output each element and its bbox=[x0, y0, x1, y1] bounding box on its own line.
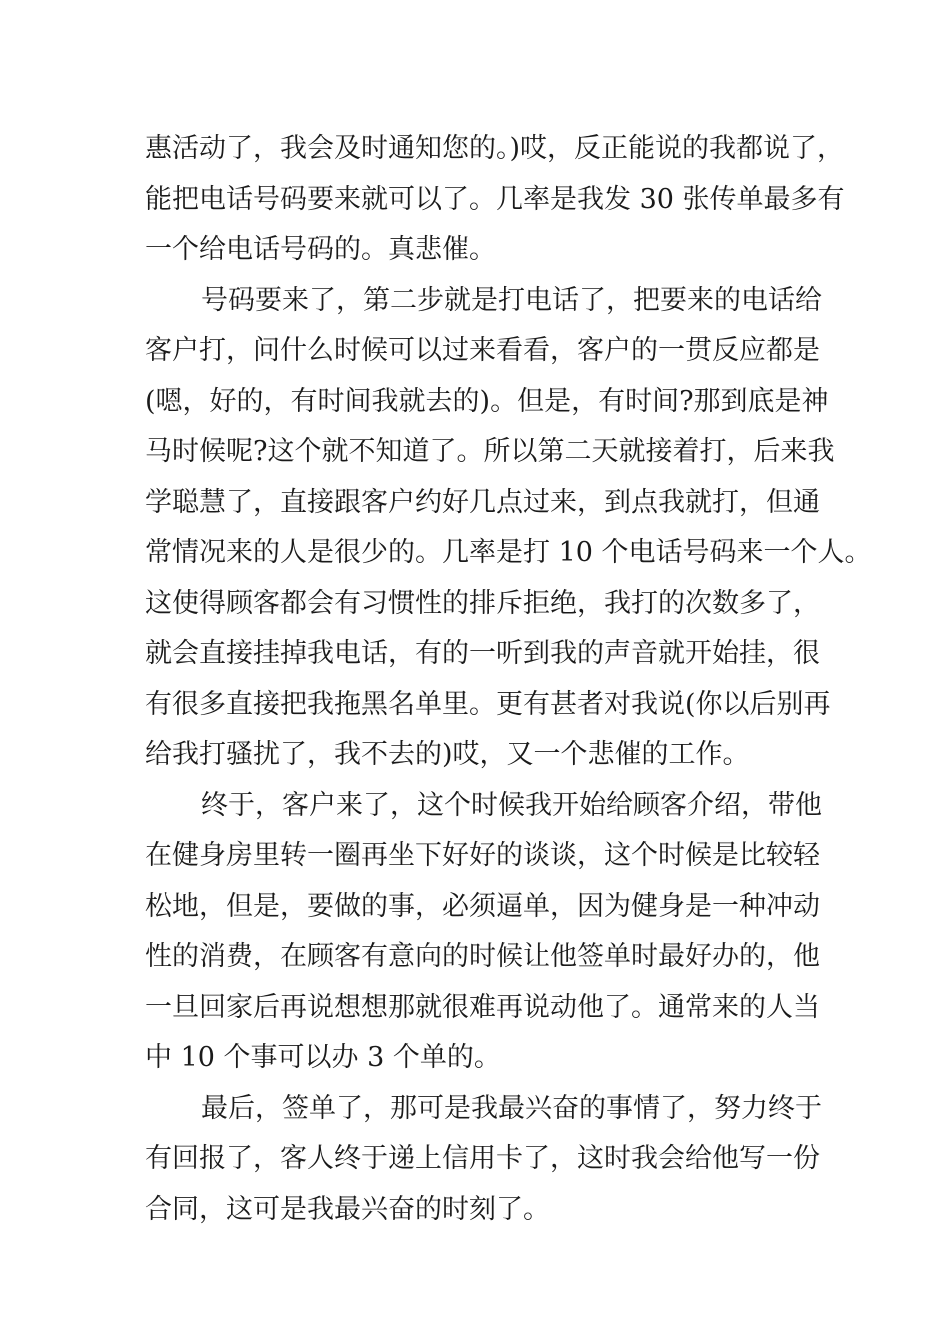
text-line: (嗯，好的，有时间我就去的)。但是，有时间?那到底是神 bbox=[145, 385, 829, 417]
text-line: 常情况来的人是很少的。几率是打 10 个电话号码来一个人。 bbox=[145, 537, 872, 568]
text-line: 中 10 个事可以办 3 个单的。 bbox=[145, 1042, 501, 1073]
text-line: 松地，但是，要做的事，必须逼单，因为健身是一种冲动 bbox=[145, 890, 820, 922]
text-line: 有回报了，客人终于递上信用卡了，这时我会给他写一份 bbox=[145, 1143, 820, 1174]
document-body bbox=[145, 124, 872, 1235]
text-line: 客户打，问什么时候可以过来看看，客户的一贯反应都是 bbox=[145, 335, 820, 366]
text-line: 一个给电话号码的。真悲催。 bbox=[145, 234, 496, 265]
text-line: 惠活动了，我会及时通知您的。)哎，反正能说的我都说了， bbox=[145, 133, 845, 164]
text-line: 合同，这可是我最兴奋的时刻了。 bbox=[145, 1193, 550, 1225]
text-line: 一旦回家后再说想想那就很难再说动他了。通常来的人当 bbox=[145, 991, 820, 1023]
text-line: 这使得顾客都会有习惯性的排斥拒绝，我打的次数多了， bbox=[145, 587, 820, 619]
paragraph-start-line: 号码要来了，第二步就是打电话了，把要来的电话给 bbox=[201, 284, 822, 316]
text-line: 有很多直接把我拖黑名单里。更有甚者对我说(你以后别再 bbox=[145, 688, 831, 720]
text-line: 马时候呢?这个就不知道了。所以第二天就接着打，后来我 bbox=[145, 436, 835, 467]
paragraph-start-line: 最后，签单了，那可是我最兴奋的事情了，努力终于 bbox=[201, 1092, 822, 1124]
text-line: 在健身房里转一圈再坐下好好的谈谈，这个时候是比较轻 bbox=[145, 840, 820, 871]
text-line: 性的消费，在顾客有意向的时候让他签单时最好办的，他 bbox=[145, 941, 820, 972]
text-line: 能把电话号码要来就可以了。几率是我发 30 张传单最多有 bbox=[145, 183, 845, 215]
text-line: 就会直接挂掉我电话，有的一听到我的声音就开始挂，很 bbox=[145, 638, 820, 669]
text-line: 学聪慧了，直接跟客户约好几点过来，到点我就打，但通 bbox=[145, 486, 820, 518]
paragraph-start-line: 终于，客户来了，这个时候我开始给顾客介绍，带他 bbox=[201, 789, 822, 821]
text-line: 给我打骚扰了，我不去的)哎，又一个悲催的工作。 bbox=[145, 739, 750, 770]
